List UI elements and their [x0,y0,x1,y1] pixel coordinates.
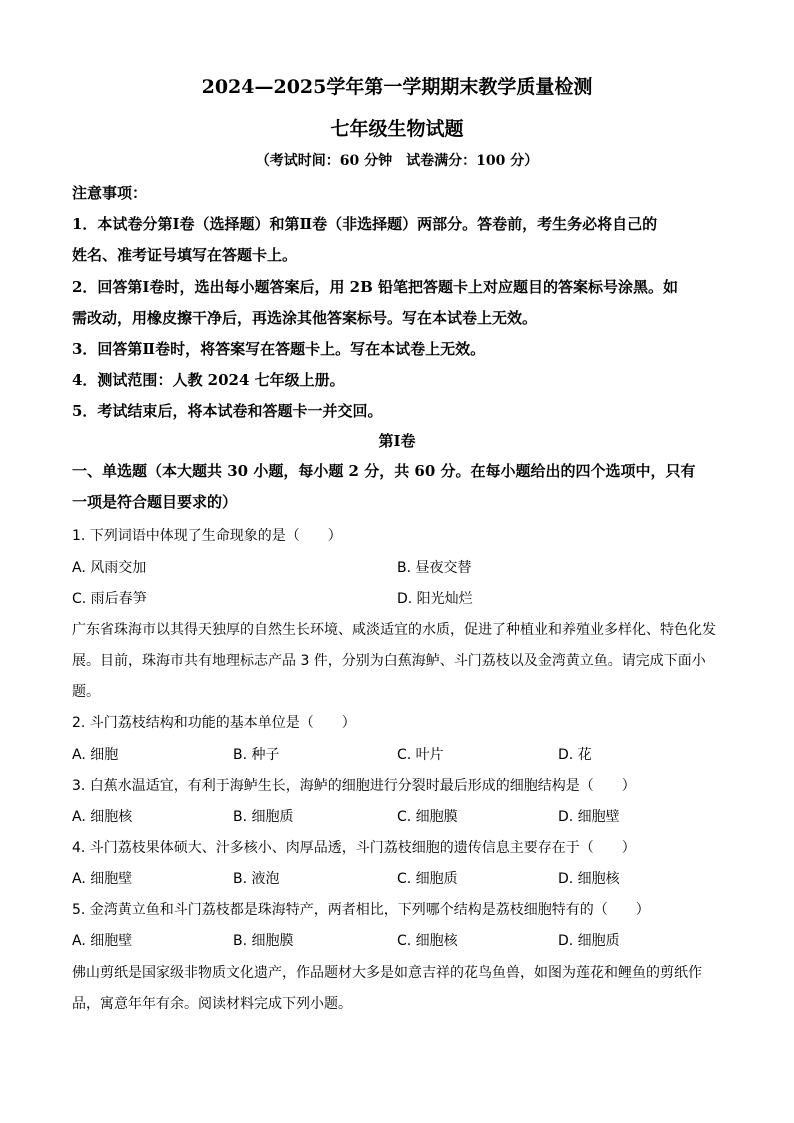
passage-line: 佛山剪纸是国家级非物质文化遗产，作品题材大多是如意吉祥的花鸟鱼兽，如图为莲花和鲤鱼的剪纸作 [72,965,702,981]
option-a: A. 细胞核 [72,809,133,825]
notes-heading: 注意事项： [72,184,148,202]
exam-title: 2024—2025学年第一学期期末教学质量检测 [201,76,593,98]
note-line: 3．回答第Ⅱ卷时，将答案写在答题卡上。写在本试卷上无效。 [72,340,486,358]
note-line: 姓名、准考证号填写在答题卡上。 [72,246,298,264]
question-stem: 5. 金湾黄立鱼和斗门荔枝都是珠海特产，两者相比，下列哪个结构是荔枝细胞特有的（ ） [72,902,650,918]
note-line: 2．回答第Ⅰ卷时，选出每小题答案后，用 2B 铅笔把答题卡上对应题目的答案标号涂黑。如 [72,278,679,296]
section-heading: 一、单选题（本大题共 30 小题，每小题 2 分，共 60 分。在每小题给出的四个选项中，只有 [72,462,696,480]
passage-line: 广东省珠海市以其得天独厚的自然生长环境、咸淡适宜的水质，促进了种植业和养殖业多样化、特色化发 [72,622,716,638]
option-d: D. 花 [558,747,592,763]
option-d: D. 阳光灿烂 [397,591,473,607]
option-a: A. 风雨交加 [72,560,147,576]
question-stem: 2. 斗门荔枝结构和功能的基本单位是（ ） [72,715,356,731]
question-stem: 3. 白蕉水温适宜，有利于海鲈生长，海鲈的细胞进行分裂时最后形成的细胞结构是（ ） [72,778,636,794]
option-c: C. 叶片 [397,747,444,763]
section-label: 第Ⅰ卷 [378,432,416,450]
option-d: D. 细胞质 [558,933,620,949]
passage-line: 展。目前，珠海市共有地理标志产品 3 件，分别为白蕉海鲈、斗门荔枝以及金湾黄立鱼。请完成下面小 [72,653,706,669]
exam-subtitle: 七年级生物试题 [330,118,464,140]
option-c: C. 雨后春笋 [72,591,147,607]
section-heading-cont: 一项是符合题目要求的） [72,493,238,511]
question-stem: 1. 下列词语中体现了生命现象的是（ ） [72,528,342,544]
passage-line: 题。 [72,684,100,700]
note-line: 4．测试范围：人教 2024 七年级上册。 [72,371,345,389]
option-c: C. 细胞质 [397,871,458,887]
option-b: B. 细胞膜 [233,933,294,949]
option-d: D. 细胞核 [558,871,620,887]
option-b: B. 液泡 [233,871,280,887]
option-d: D. 细胞壁 [558,809,620,825]
note-line: 1．本试卷分第Ⅰ卷（选择题）和第Ⅱ卷（非选择题）两部分。答卷前，考生务必将自己的 [72,215,658,233]
passage-line: 品，寓意年年有余。阅读材料完成下列小题。 [72,996,352,1012]
option-a: A. 细胞壁 [72,871,133,887]
option-c: C. 细胞膜 [397,809,458,825]
option-b: B. 细胞质 [233,809,294,825]
option-c: C. 细胞核 [397,933,458,949]
option-b: B. 种子 [233,747,280,763]
option-a: A. 细胞 [72,747,119,763]
question-stem: 4. 斗门荔枝果体硕大、汁多核小、肉厚品透，斗门荔枝细胞的遗传信息主要存在于（ ） [72,840,636,856]
note-line: 5．考试结束后，将本试卷和答题卡一并交回。 [72,402,383,420]
option-b: B. 昼夜交替 [397,560,472,576]
note-line: 需改动，用橡皮擦干净后，再选涂其他答案标号。写在本试卷上无效。 [72,309,538,327]
exam-info: （考试时间：60 分钟 试卷满分：100 分） [255,153,539,169]
option-a: A. 细胞壁 [72,933,133,949]
